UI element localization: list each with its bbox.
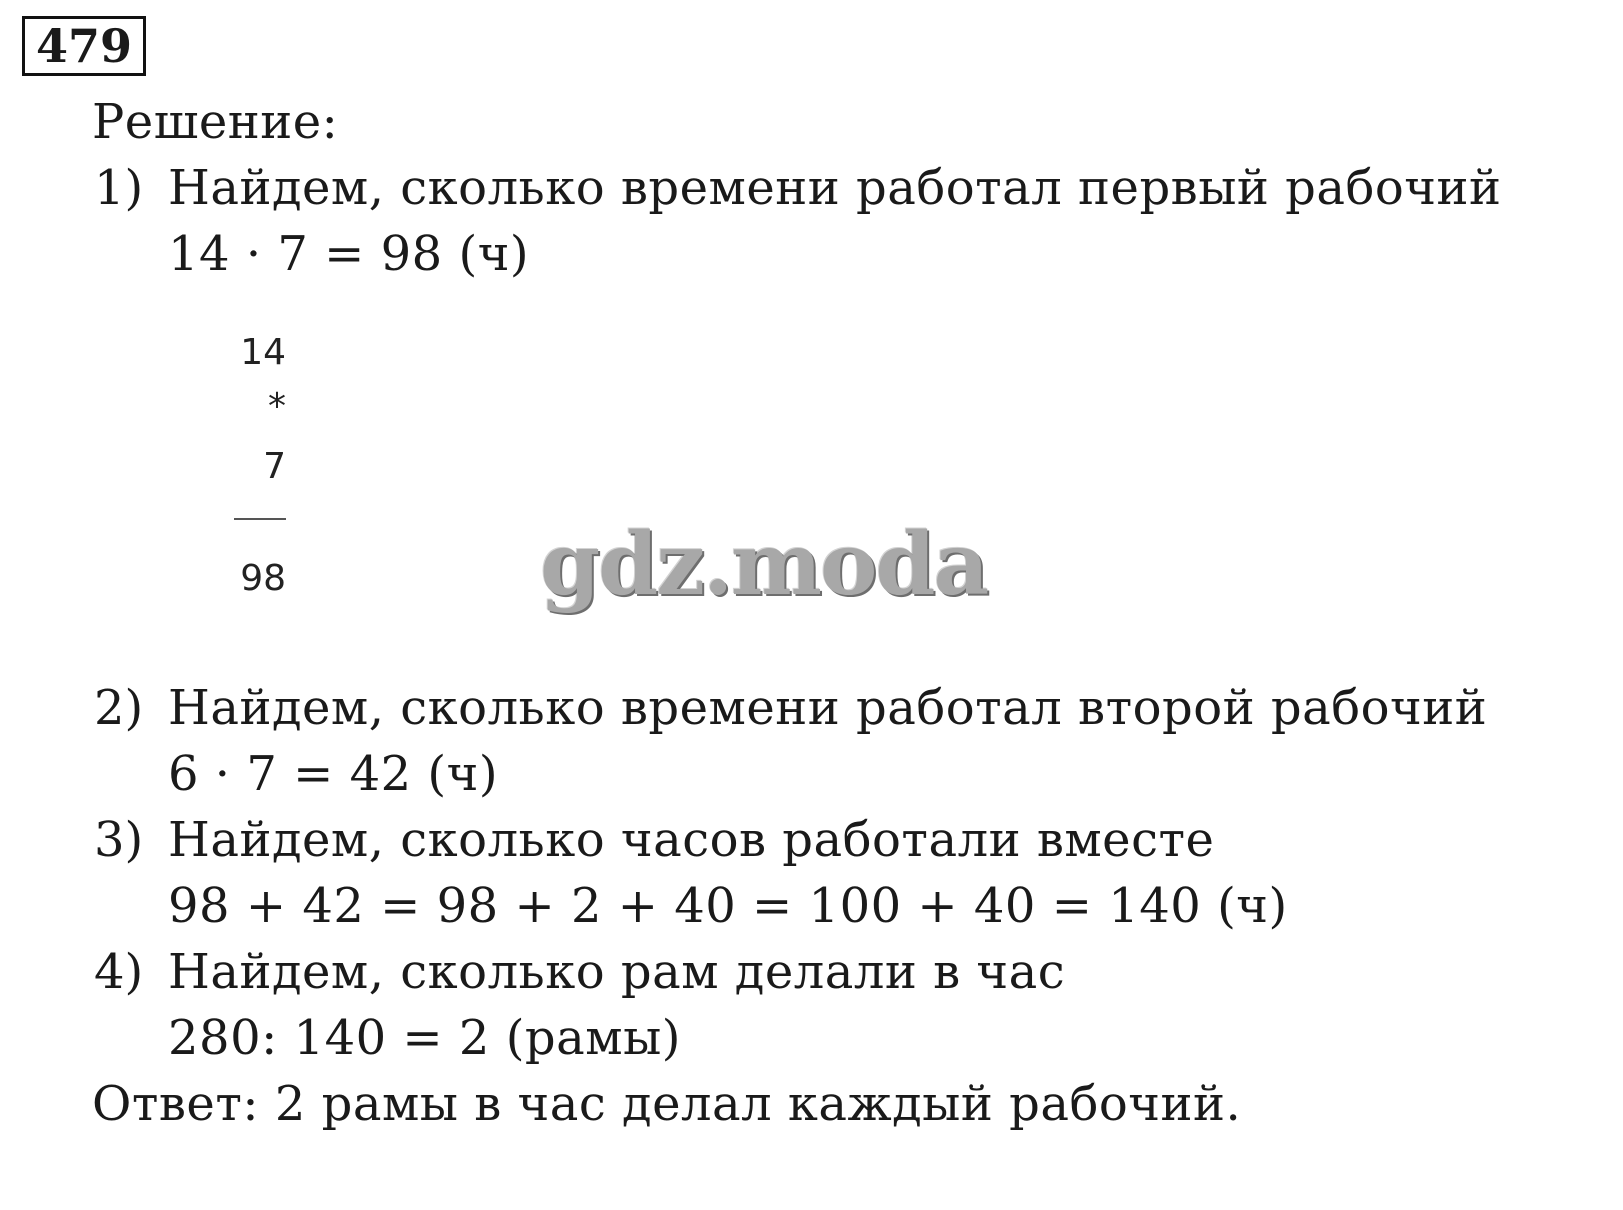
column-calc-operator: * — [268, 386, 286, 427]
step-3-number: 3) — [94, 812, 144, 868]
step-4-text: Найдем, сколько рам делали в час — [168, 944, 1066, 1000]
column-calc-bottom: 7 — [263, 446, 286, 487]
step-4-formula: 280: 140 = 2 (рамы) — [168, 1010, 682, 1066]
step-1-number: 1) — [94, 160, 144, 216]
step-3-text: Найдем, сколько часов работали вместе — [168, 812, 1215, 868]
step-3-formula: 98 + 42 = 98 + 2 + 40 = 100 + 40 = 140 (ч) — [168, 878, 1288, 934]
column-calc-result: 98 — [240, 558, 286, 599]
solution-heading: Решение: — [92, 94, 339, 150]
step-4-number: 4) — [94, 944, 144, 1000]
step-2-number: 2) — [94, 680, 144, 736]
column-calc-divider — [234, 518, 286, 520]
problem-number: 479 — [22, 16, 146, 76]
step-1-text: Найдем, сколько времени работал первый рабочий — [168, 160, 1502, 216]
step-1-formula: 14 · 7 = 98 (ч) — [168, 226, 530, 282]
step-2-text: Найдем, сколько времени работал второй рабочий — [168, 680, 1488, 736]
column-calc-top: 14 — [240, 332, 286, 373]
watermark: gdz.moda — [540, 514, 988, 615]
answer: Ответ: 2 рамы в час делал каждый рабочий. — [92, 1076, 1242, 1132]
step-2-formula: 6 · 7 = 42 (ч) — [168, 746, 499, 802]
